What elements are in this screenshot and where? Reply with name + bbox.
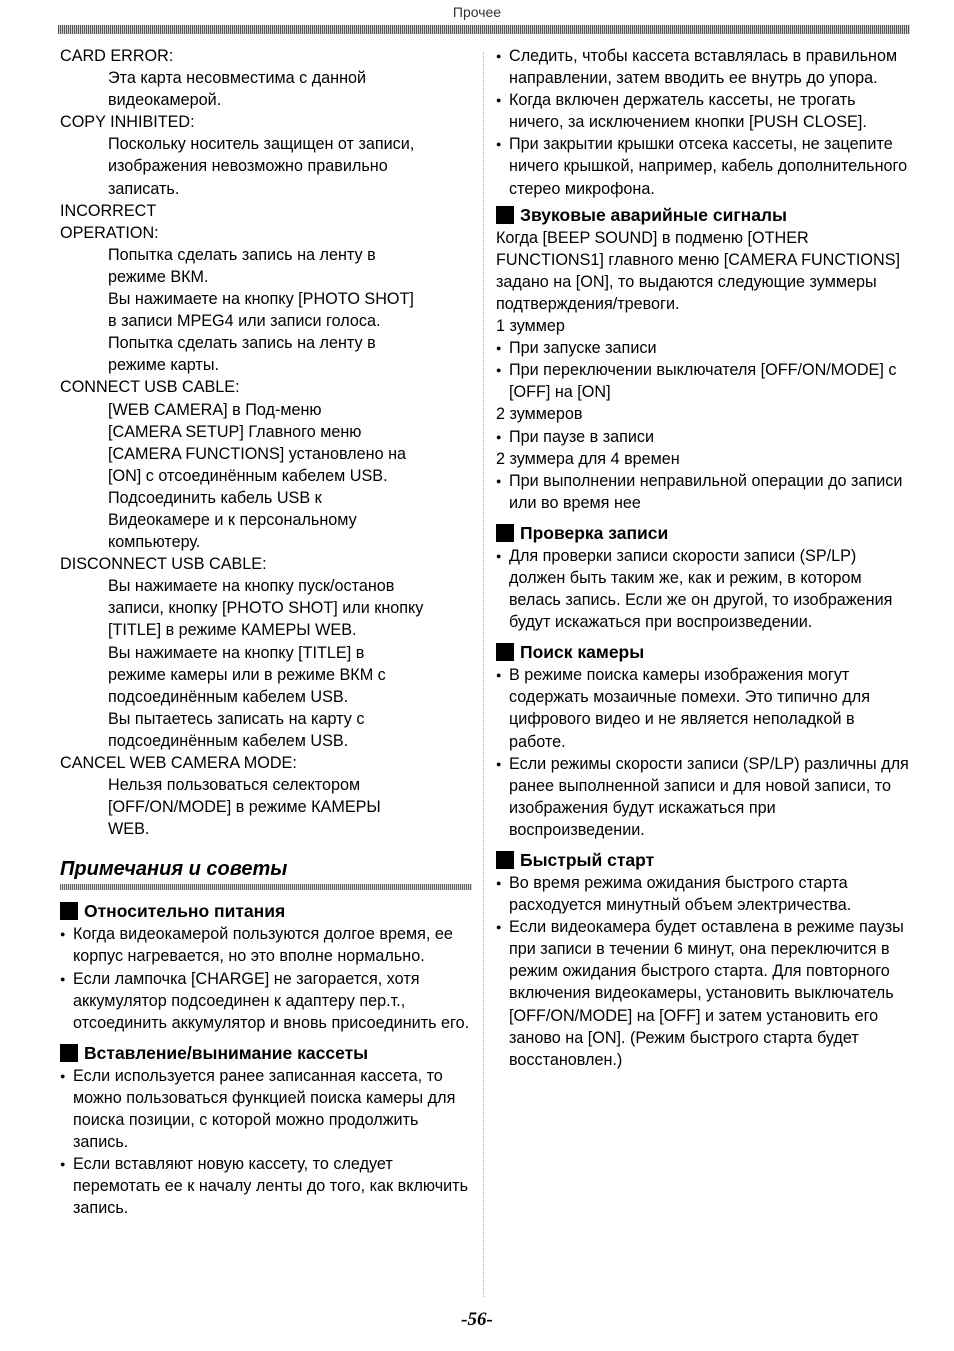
check-heading xyxy=(496,522,910,544)
error-line: Вы нажимаете на кнопку [PHOTO SHOT] xyxy=(108,290,414,309)
square-bullet-icon xyxy=(496,524,514,542)
error-line: режиме ВКМ. xyxy=(108,267,209,286)
error-line: Вы нажимаете на кнопку пуск/останов xyxy=(108,577,395,596)
error-line: [CAMERA FUNCTIONS] установлено на xyxy=(108,444,407,463)
page-number: -56- xyxy=(461,1309,493,1330)
error-line: [WEB CAMERA] в Под-меню xyxy=(108,400,322,419)
cassette-heading xyxy=(60,1042,472,1064)
search-heading-text: Поиск камеры xyxy=(520,642,645,663)
bullet-item: ● Если вставляют новую кассету, то следует перемотать ее к началу ленты до того, как включить запись. xyxy=(60,1153,472,1219)
bullet-item: ● При запуске записи xyxy=(496,337,910,359)
bullet-item: ● Если видеокамера будет оставлена в режиме паузы при записи в течении 6 минут, она переключится в режим ожидания быстрого старта. Для повторного включения видеокамеры, установить выключатель [OFF/ON/MODE] на [OFF] и затем установить его заново на [ON]. (Режим быстрого старта будет восстановлен.) xyxy=(496,916,910,1071)
power-heading-text: Относительно питания xyxy=(84,901,286,922)
bullet-item: ● Во время режима ожидания быстрого старта расходуется минутный объем электричества. xyxy=(496,872,910,916)
error-line: [ON] с отсоединённым кабелем USB. xyxy=(108,466,388,485)
square-bullet-icon xyxy=(60,902,78,920)
bullet-item: ● Если используется ранее записанная кассета, то можно пользоваться функцией поиска камеры для поиска позиции, с которой можно продолжить запись. xyxy=(60,1065,472,1153)
error-line: режиме камеры или в режиме ВКМ с xyxy=(108,665,386,684)
error-line: [CAMERA SETUP] Главного меню xyxy=(108,422,362,441)
power-heading xyxy=(60,900,472,922)
bullet-item: ● В режиме поиска камеры изображения могут содержать мозаичные помехи. Это типично для цифрового видео и не является неполадкой в работе. xyxy=(496,664,910,752)
error-title: OPERATION: xyxy=(60,223,159,242)
beep-four-label: 2 зуммера для 4 времен xyxy=(496,449,680,468)
column-divider xyxy=(483,52,484,1297)
error-title: COPY INHIBITED: xyxy=(60,113,195,132)
error-line: [TITLE] в режиме КАМЕРЫ WEB. xyxy=(108,621,357,640)
quick-heading xyxy=(496,849,910,871)
bullet-item: ● Если лампочка [CHARGE] не загорается, хотя аккумулятор подсоединен к адаптеру пер.т., отсоединить аккумулятор и вновь присоединить его. xyxy=(60,968,472,1034)
cassette-heading-text: Вставление/вынимание кассеты xyxy=(84,1042,369,1063)
check-heading-text: Проверка записи xyxy=(520,522,669,543)
error-line: подсоединённым кабелем USB. xyxy=(108,687,349,706)
search-heading xyxy=(496,641,910,663)
notes-heading: Примечания и советы xyxy=(60,858,288,881)
error-line: подсоединённым кабелем USB. xyxy=(108,731,349,750)
error-line: [OFF/ON/MODE] в режиме КАМЕРЫ xyxy=(108,798,381,817)
beep-one-label: 1 зуммер xyxy=(496,317,565,336)
error-line: режиме карты. xyxy=(108,356,219,375)
beep-intro: Когда [BEEP SOUND] в подменю [OTHER FUNCTIONS1] главного меню [CAMERA FUNCTIONS] задано на [ON], то выдаются следующие зуммеры подтверждения/тревоги. xyxy=(496,228,900,313)
error-title: INCORRECT xyxy=(60,201,157,220)
header-bar xyxy=(58,25,910,34)
bullet-item: ● При закрытии крышки отсека кассеты, не зацепите ничего крышкой, например, кабель дополнительного стерео микрофона. xyxy=(496,133,910,199)
error-title: CONNECT USB CABLE: xyxy=(60,378,240,397)
error-title: CARD ERROR: xyxy=(60,47,174,65)
error-line: записи, кнопку [PHOTO SHOT] или кнопку xyxy=(108,599,424,618)
error-line: Эта карта несовместима с данной xyxy=(108,69,367,88)
error-line: видеокамерой. xyxy=(108,91,222,110)
right-column xyxy=(496,45,910,1071)
square-bullet-icon xyxy=(60,1044,78,1062)
beep-heading-text: Звуковые аварийные сигналы xyxy=(520,204,787,225)
error-line: Поскольку носитель защищен от записи, xyxy=(108,135,415,154)
error-line: компьютеру. xyxy=(108,533,201,552)
heading-rule xyxy=(60,884,472,890)
error-line: Вы пытаетесь записать на карту с xyxy=(108,709,365,728)
error-line: WEB. xyxy=(108,820,150,839)
error-list xyxy=(60,45,472,840)
bullet-item: ● При переключении выключателя [OFF/ON/MODE] с [OFF] на [ON] xyxy=(496,359,910,403)
square-bullet-icon xyxy=(496,206,514,224)
error-line: Нельзя пользоваться селектором xyxy=(108,776,361,795)
square-bullet-icon xyxy=(496,643,514,661)
quick-heading-text: Быстрый старт xyxy=(520,850,655,870)
error-line: записать. xyxy=(108,179,180,198)
error-line: Попытка сделать запись на ленту в xyxy=(108,334,376,353)
beep-heading xyxy=(496,204,910,226)
bullet-item: ● Когда видеокамерой пользуются долгое время, ее корпус нагревается, но это вполне нормально. xyxy=(60,923,472,967)
bullet-item: ● При выполнении неправильной операции до записи или во время нее xyxy=(496,470,910,514)
error-line: изображения невозможно правильно xyxy=(108,157,388,176)
error-title: CANCEL WEB CAMERA MODE: xyxy=(60,754,297,772)
bullet-item: ● Для проверки записи скорости записи (SP/LP) должен быть таким же, как и режим, в котором велась запись. Если же он другой, то изображения будут искажаться при воспроизведении. xyxy=(496,545,910,633)
error-line: Подсоединить кабель USB к xyxy=(108,488,322,507)
beep-two-label: 2 зуммеров xyxy=(496,405,583,424)
error-line: Попытка сделать запись на ленту в xyxy=(108,245,376,264)
bullet-item: ● Когда включен держатель кассеты, не трогать ничего, за исключением кнопки [PUSH CLOSE]. xyxy=(496,89,910,133)
error-title: DISCONNECT USB CABLE: xyxy=(60,555,267,574)
section-label: Прочее xyxy=(452,4,502,20)
error-line: в записи MPEG4 или записи голоса. xyxy=(108,312,381,331)
bullet-item: ● При паузе в записи xyxy=(496,426,910,448)
bullet-item: ● Если режимы скорости записи (SP/LP) различны для ранее выполненной записи и для новой записи, то изображения будут искажаться при воспроизведении. xyxy=(496,753,910,841)
bullet-item: ● Следить, чтобы кассета вставлялась в правильном направлении, затем вводить ее внутрь до упора. xyxy=(496,45,910,89)
square-bullet-icon xyxy=(496,851,514,869)
left-column xyxy=(60,45,472,1220)
error-line: Вы нажимаете на кнопку [TITLE] в xyxy=(108,643,365,662)
error-line: Видеокамере и к персональному xyxy=(108,510,357,529)
